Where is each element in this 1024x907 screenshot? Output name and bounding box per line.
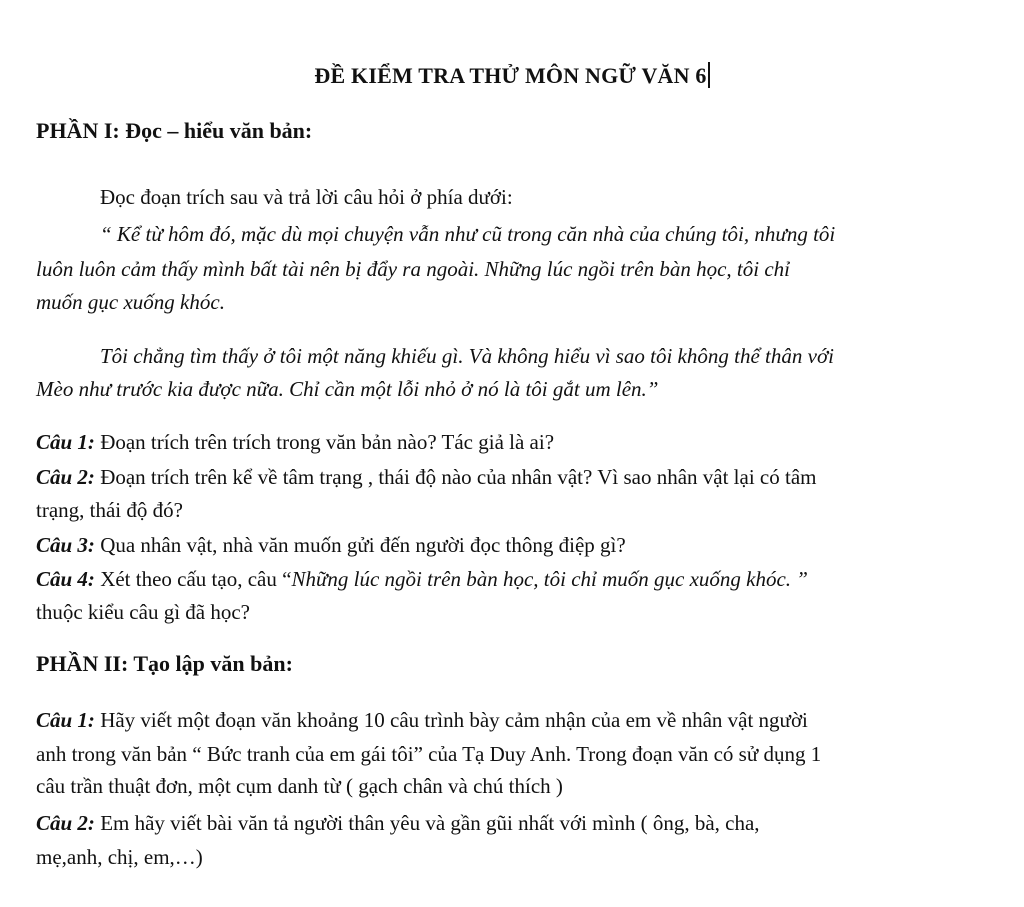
writing-question-2: Câu 2: Em hãy viết bài văn tả người thân yêu và gần gũi nhất với mình ( ông, bà, cha, — [36, 811, 760, 835]
excerpt-line: Mèo như trước kia được nữa. Chỉ cần một lỗi nhỏ ở nó là tôi gắt um lên.” — [36, 377, 659, 401]
writing-question-1-cont: câu trần thuật đơn, một cụm danh từ ( gạch chân và chú thích ) — [36, 774, 563, 798]
writing-question-1-cont: anh trong văn bản “ Bức tranh của em gái tôi” của Tạ Duy Anh. Trong đoạn văn có sử dụng 1 — [36, 742, 822, 766]
page-title: ĐỀ KIỂM TRA THỬ MÔN NGỮ VĂN 6 — [0, 62, 1024, 89]
question-2-cont: trạng, thái độ đó? — [36, 498, 183, 522]
question-3: Câu 3: Qua nhân vật, nhà văn muốn gửi đến người đọc thông điệp gì? — [36, 533, 626, 557]
writing-question-1: Câu 1: Hãy viết một đoạn văn khoảng 10 câu trình bày cảm nhận của em về nhân vật người — [36, 708, 808, 732]
excerpt-line: “ Kể từ hôm đó, mặc dù mọi chuyện vẫn như cũ trong căn nhà của chúng tôi, nhưng tôi — [100, 222, 836, 246]
excerpt-line: muốn gục xuống khóc. — [36, 290, 225, 314]
question-4-cont: thuộc kiểu câu gì đã học? — [36, 600, 250, 624]
question-2: Câu 2: Đoạn trích trên kể về tâm trạng , thái độ nào của nhân vật? Vì sao nhân vật lại có tâm — [36, 465, 817, 489]
instruction: Đọc đoạn trích sau và trả lời câu hỏi ở phía dưới: — [100, 185, 513, 209]
question-4: Câu 4: Xét theo cấu tạo, câu “Những lúc ngồi trên bàn học, tôi chỉ muốn gục xuống khóc. ” — [36, 567, 808, 591]
part2-heading: PHẦN II: Tạo lập văn bản: — [36, 651, 293, 676]
excerpt-line: Tôi chẳng tìm thấy ở tôi một năng khiếu gì. Và không hiểu vì sao tôi không thể thân với — [100, 344, 834, 368]
text-cursor — [708, 62, 710, 88]
excerpt-line: luôn luôn cảm thấy mình bất tài nên bị đẩy ra ngoài. Những lúc ngồi trên bàn học, tôi chỉ — [36, 257, 790, 281]
writing-question-2-cont: mẹ,anh, chị, em,…) — [36, 845, 203, 869]
part1-heading: PHẦN I: Đọc – hiểu văn bản: — [36, 118, 313, 143]
question-1: Câu 1: Đoạn trích trên trích trong văn bản nào? Tác giả là ai? — [36, 430, 555, 454]
